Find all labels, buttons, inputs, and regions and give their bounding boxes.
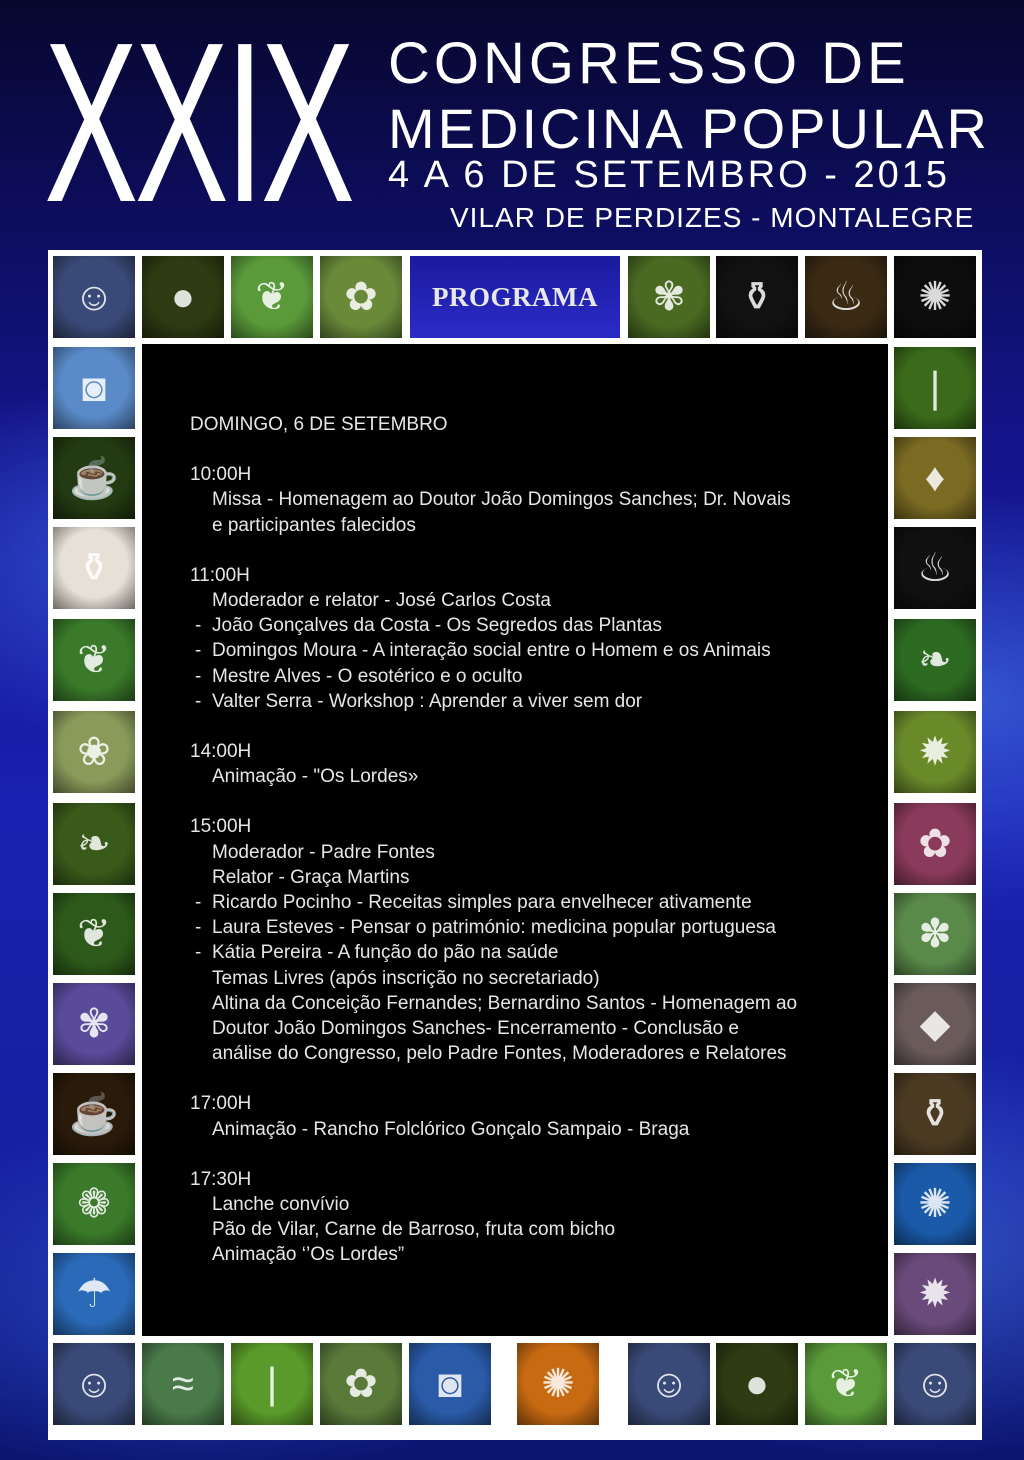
pink-flowers-photo: ✿ xyxy=(320,1343,402,1425)
schedule-slot xyxy=(190,462,880,538)
congress-location: VILAR DE PERDIZES - MONTALEGRE xyxy=(450,202,975,233)
program-schedule xyxy=(190,462,880,1267)
slot-time: 10:00H xyxy=(190,464,252,486)
schedule-slot xyxy=(190,739,880,789)
slot-line: Animação ‘’Os Lordes” xyxy=(212,1244,405,1266)
program-content xyxy=(190,412,880,1268)
slot-line: Altina da Conceição Fernandes; Bernardino Santos - Homenagem ao xyxy=(212,992,798,1014)
slot-time: 17:30H xyxy=(190,1168,252,1190)
mortar-photo: ⚱ xyxy=(716,256,798,338)
schedule-slot xyxy=(190,814,880,1066)
bottle-photo: ❘ xyxy=(894,347,976,429)
slot-bullet-item: - Laura Esteves - Pensar o património: medicina popular portuguesa xyxy=(190,915,880,940)
fire-photo: ♨ xyxy=(805,256,887,338)
slot-bullet-item: - Domingos Moura - A interação social entre o Homem e os Animais xyxy=(190,638,880,663)
slot-line: Animação - Rancho Folclórico Gonçalo Sampaio - Braga xyxy=(212,1118,690,1140)
mint-photo: ❦ xyxy=(231,256,313,338)
crystals-photo: ◆ xyxy=(894,983,976,1065)
pouring-water-photo: ◙ xyxy=(409,1343,491,1425)
slot-time: 17:00H xyxy=(190,1093,252,1115)
roman-numeral-title: XXIX xyxy=(44,0,352,250)
herbs-photo: ❦ xyxy=(53,619,135,701)
lavender-photo: ✾ xyxy=(53,983,135,1065)
water-drop-photo: ✺ xyxy=(894,1163,976,1245)
tree-photo: ❧ xyxy=(53,803,135,885)
slot-line: Relator - Graça Martins xyxy=(212,866,410,888)
splash-photo: ✺ xyxy=(894,256,976,338)
candle-photo: ♨ xyxy=(894,527,976,609)
schedule-slot xyxy=(190,1167,880,1268)
leafy-herb-photo: ❧ xyxy=(894,619,976,701)
teapot-photo: ☕ xyxy=(53,1073,135,1155)
thistle-photo: ✹ xyxy=(894,1253,976,1335)
programa-banner: PROGRAMA xyxy=(410,256,620,338)
flowering-herb-photo: ✽ xyxy=(894,893,976,975)
hands-water-photo: ☂ xyxy=(53,1253,135,1335)
water-glass-photo: ◙ xyxy=(53,347,135,429)
slot-line: Moderador - Padre Fontes xyxy=(212,841,435,863)
portrait-photo: ☺ xyxy=(53,1343,135,1425)
berries-photo: ● xyxy=(716,1343,798,1425)
slot-line: Missa - Homenagem ao Doutor João Domingos Sanches; Dr. Novais xyxy=(212,489,791,511)
portrait-photo: ☺ xyxy=(628,1343,710,1425)
congress-title-line-1: CONGRESSO DE xyxy=(388,31,910,96)
wooden-mortar-photo: ⚱ xyxy=(53,527,135,609)
slot-line: e participantes falecidos xyxy=(212,514,416,536)
slot-line: Temas Livres (após inscrição no secretariado) xyxy=(212,967,600,989)
echinacea-photo: ✿ xyxy=(894,803,976,885)
arnica-photo: ✹ xyxy=(894,711,976,793)
slot-line: Moderador e relator - José Carlos Costa xyxy=(212,590,551,612)
slot-line: Animação - "Os Lordes» xyxy=(212,766,419,788)
slot-line: Pão de Vilar, Carne de Barroso, fruta com bicho xyxy=(212,1219,616,1241)
slot-time: 15:00H xyxy=(190,816,252,838)
schedule-slot xyxy=(190,563,880,714)
slot-line: análise do Congresso, pelo Padre Fontes, Moderadores e Relatores xyxy=(212,1043,787,1065)
oils-photo: ♦ xyxy=(894,437,976,519)
tea-photo: ☕ xyxy=(53,437,135,519)
slot-line: Lanche convívio xyxy=(212,1194,350,1216)
yellow-flowers-photo: ✾ xyxy=(628,256,710,338)
calendula-photo: ✺ xyxy=(517,1343,599,1425)
portrait-photo: ☺ xyxy=(894,1343,976,1425)
wildflowers-photo: ✿ xyxy=(320,256,402,338)
slot-time: 14:00H xyxy=(190,741,252,763)
parsley-photo: ❁ xyxy=(53,1163,135,1245)
berries-photo: ● xyxy=(142,256,224,338)
schedule-slot xyxy=(190,1091,880,1141)
bay-leaves-photo: ❦ xyxy=(53,893,135,975)
herb-bowl-photo: ❀ xyxy=(53,711,135,793)
slot-bullet-item: - Mestre Alves - O esotérico e o oculto xyxy=(190,664,880,689)
congress-dates: 4 A 6 DE SETEMBRO - 2015 xyxy=(388,154,950,196)
program-day-heading: DOMINGO, 6 DE SETEMBRO xyxy=(190,414,448,435)
mint-photo: ❦ xyxy=(805,1343,887,1425)
congress-title-line-2: MEDICINA POPULAR xyxy=(388,97,990,160)
stream-photo: ≈ xyxy=(142,1343,224,1425)
slot-bullet-item: - Kátia Pereira - A função do pão na saúde xyxy=(190,940,880,965)
grass-photo: ❘ xyxy=(231,1343,313,1425)
slot-bullet-item: - Valter Serra - Workshop : Aprender a viver sem dor xyxy=(190,689,880,714)
slot-bullet-item: - Ricardo Pocinho - Receitas simples para envelhecer ativamente xyxy=(190,890,880,915)
slot-line: Doutor João Domingos Sanches- Encerramento - Conclusão e xyxy=(212,1018,739,1040)
portrait-photo: ☺ xyxy=(53,256,135,338)
slot-bullet-item: - João Gonçalves da Costa - Os Segredos das Plantas xyxy=(190,613,880,638)
spices-photo: ⚱ xyxy=(894,1073,976,1155)
slot-time: 11:00H xyxy=(190,564,250,586)
